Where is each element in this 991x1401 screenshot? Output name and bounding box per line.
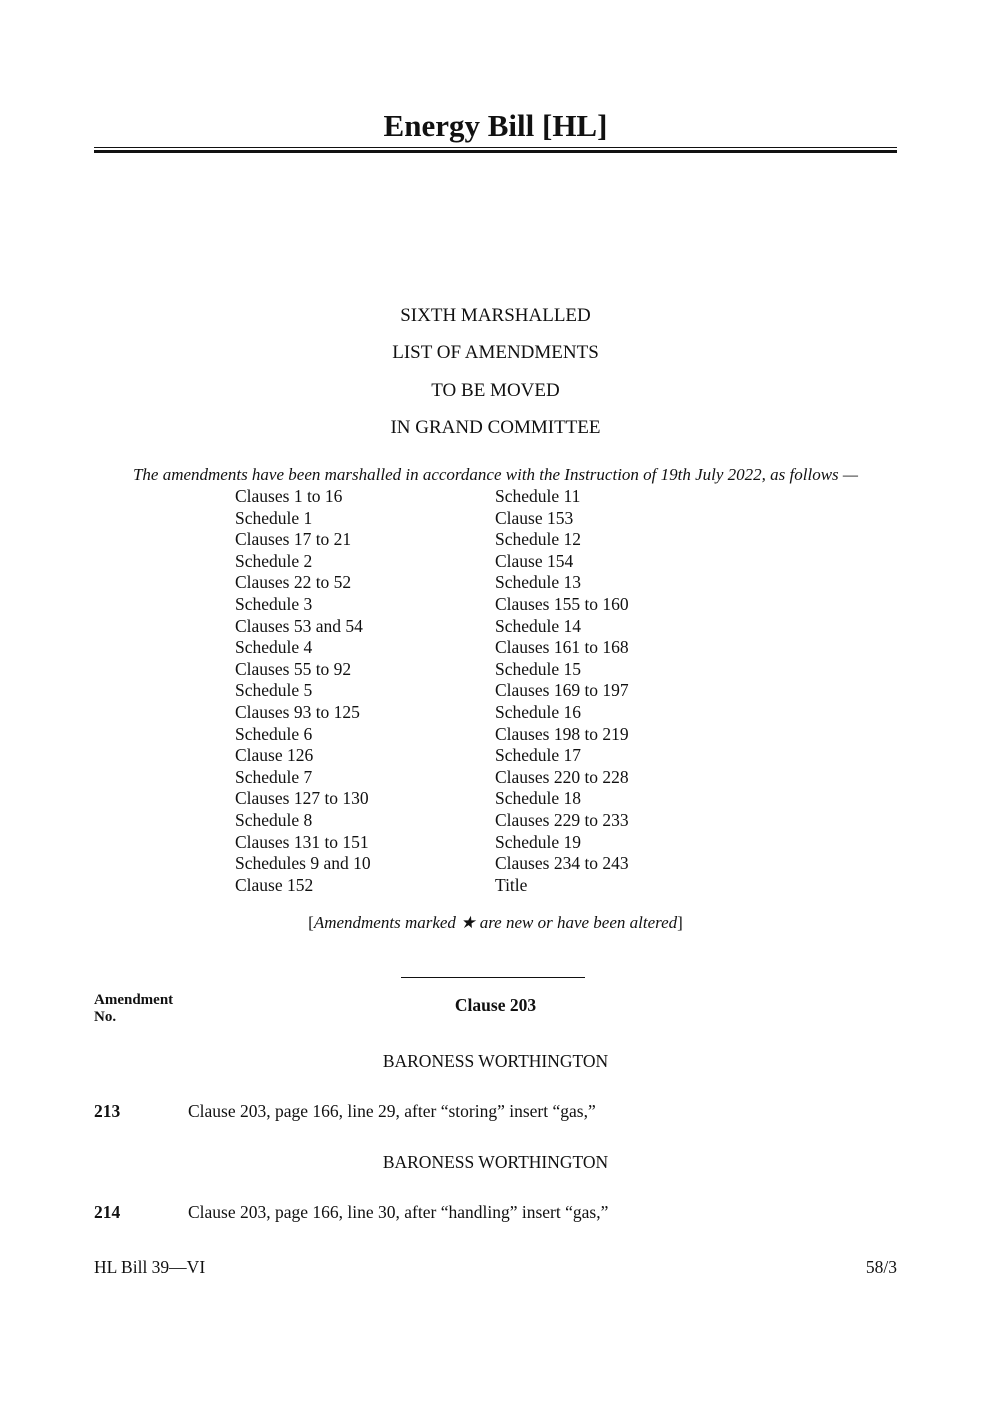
star-note bbox=[0, 913, 991, 933]
member-name: BARONESS WORTHINGTON bbox=[382, 1152, 609, 1172]
title-rule-thick bbox=[94, 150, 897, 153]
order-item: Schedules 9 and 10 bbox=[235, 853, 371, 874]
order-item: Schedule 17 bbox=[495, 745, 582, 766]
order-item: Schedule 16 bbox=[495, 701, 582, 722]
order-item: Clauses 53 and 54 bbox=[235, 615, 363, 636]
order-item: Clauses 220 to 228 bbox=[495, 766, 629, 787]
order-item: Schedule 7 bbox=[235, 766, 313, 787]
bracket: ] bbox=[677, 913, 683, 932]
order-item: Clause 152 bbox=[235, 874, 314, 895]
order-item: Schedule 6 bbox=[235, 723, 313, 744]
bill-title: Energy Bill [HL] bbox=[383, 108, 608, 143]
order-item: Clause 153 bbox=[495, 507, 574, 528]
order-item: Schedule 2 bbox=[235, 550, 313, 571]
heading-line: TO BE MOVED bbox=[431, 380, 560, 401]
order-item: Clauses 93 to 125 bbox=[235, 701, 360, 722]
member-name: BARONESS WORTHINGTON bbox=[382, 1051, 609, 1071]
order-column-left bbox=[235, 486, 371, 896]
heading-line: IN GRAND COMMITTEE bbox=[390, 417, 601, 438]
note-text: are new or have been altered bbox=[475, 913, 678, 932]
order-item: Clauses 17 to 21 bbox=[235, 529, 352, 550]
header-line: Amendment bbox=[94, 992, 174, 1008]
order-item: Clauses 234 to 243 bbox=[495, 853, 629, 874]
order-item: Schedule 18 bbox=[495, 788, 582, 809]
order-item: Schedule 12 bbox=[495, 529, 582, 550]
order-item: Schedule 15 bbox=[495, 658, 582, 679]
clause-heading: Clause 203 bbox=[454, 995, 537, 1015]
amendment-number: 213 bbox=[94, 1101, 121, 1121]
amendment-text: Clause 203, page 166, line 30, after “handling” insert “gas,” bbox=[188, 1202, 609, 1222]
order-item: Clauses 22 to 52 bbox=[235, 572, 352, 593]
bracket: [ bbox=[308, 913, 314, 932]
heading-line: SIXTH MARSHALLED bbox=[400, 305, 591, 326]
order-item: Clauses 169 to 197 bbox=[495, 680, 629, 701]
section-divider bbox=[401, 977, 585, 978]
order-item: Schedule 13 bbox=[495, 572, 582, 593]
order-item: Schedule 19 bbox=[495, 831, 582, 852]
order-item: Schedule 14 bbox=[495, 615, 582, 636]
order-item: Clause 154 bbox=[495, 550, 574, 571]
order-item: Clauses 229 to 233 bbox=[495, 809, 629, 830]
order-item: Schedule 1 bbox=[235, 507, 313, 528]
marshalling-intro: The amendments have been marshalled in accordance with the Instruction of 19th July 2022, as follows — bbox=[132, 465, 859, 484]
amendment-text: Clause 203, page 166, line 29, after “storing” insert “gas,” bbox=[188, 1101, 596, 1121]
note-text: Amendments marked bbox=[313, 913, 461, 932]
star-icon: ★ bbox=[460, 913, 476, 932]
order-item: Clauses 127 to 130 bbox=[235, 788, 369, 809]
order-column-right bbox=[495, 486, 629, 896]
order-item: Clause 126 bbox=[235, 745, 314, 766]
order-item: Schedule 5 bbox=[235, 680, 313, 701]
order-item: Clauses 155 to 160 bbox=[495, 593, 629, 614]
order-item: Schedule 4 bbox=[235, 637, 313, 658]
order-item: Schedule 8 bbox=[235, 809, 313, 830]
order-item: Schedule 3 bbox=[235, 593, 313, 614]
heading-line: LIST OF AMENDMENTS bbox=[392, 342, 599, 363]
bill-reference: HL Bill 39—VI bbox=[94, 1257, 206, 1277]
order-item: Clauses 198 to 219 bbox=[495, 723, 629, 744]
order-item: Title bbox=[495, 874, 528, 895]
header-line: No. bbox=[94, 1009, 117, 1025]
order-item: Clauses 1 to 16 bbox=[235, 486, 343, 506]
page-reference: 58/3 bbox=[865, 1257, 897, 1277]
order-item: Clauses 55 to 92 bbox=[235, 658, 352, 679]
order-item: Clauses 161 to 168 bbox=[495, 637, 629, 658]
amendment-number: 214 bbox=[94, 1202, 121, 1222]
order-item: Clauses 131 to 151 bbox=[235, 831, 369, 852]
title-rule-thin bbox=[94, 147, 897, 148]
order-item: Schedule 11 bbox=[495, 486, 581, 506]
